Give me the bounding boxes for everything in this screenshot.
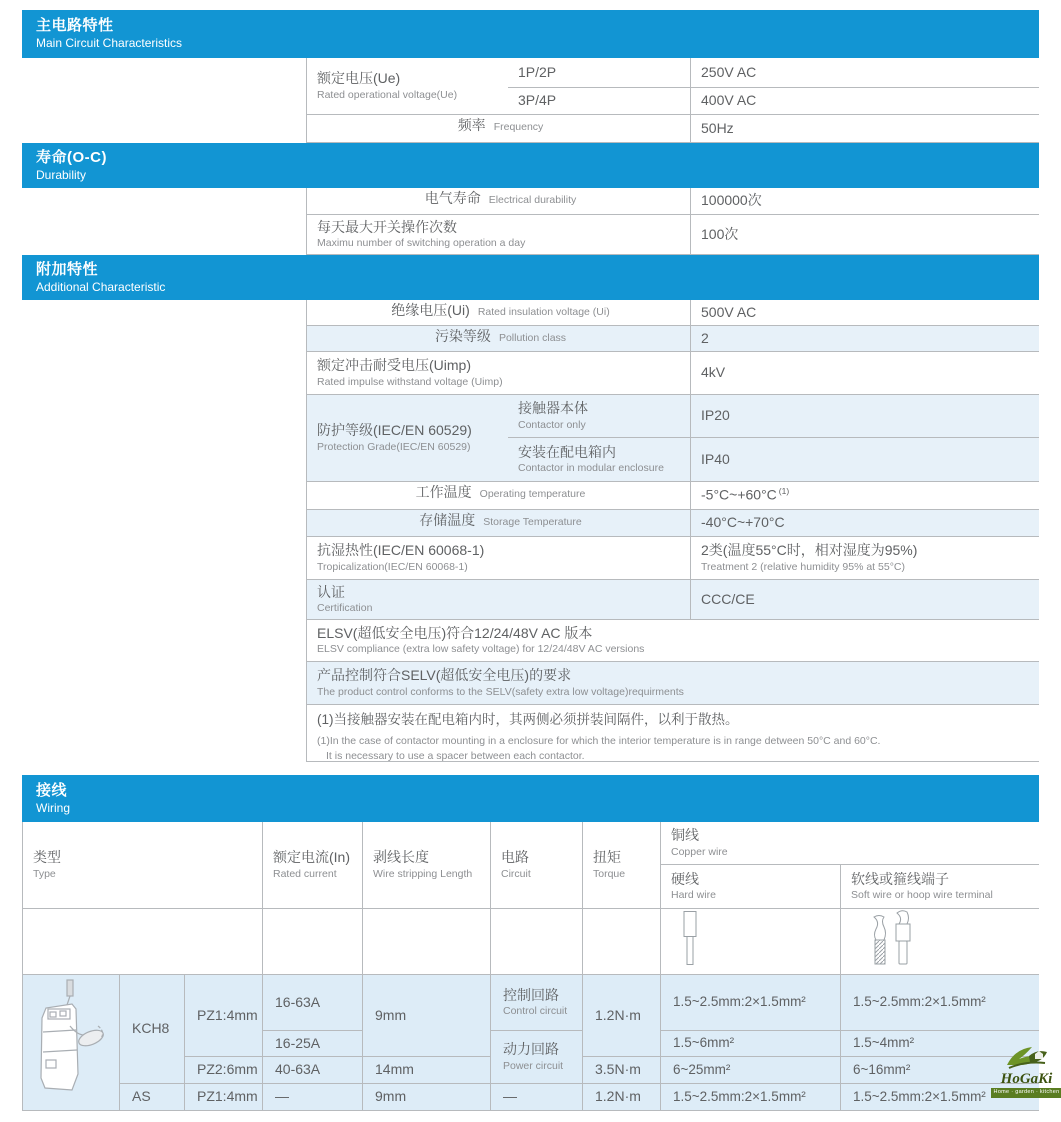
torque-3-cell — [582, 1057, 660, 1084]
pz1-cell — [184, 975, 262, 1057]
current-value: — — [275, 1088, 289, 1105]
torque-12-cell — [582, 975, 660, 1057]
label-en: Rated impulse withstand voltage (Uimp) — [317, 375, 503, 388]
type-as-cell — [119, 1084, 184, 1111]
storage-temp-label — [306, 510, 690, 537]
footnote-row — [306, 705, 1039, 762]
protection-sub-contactor-only — [508, 395, 690, 438]
type-value: KCH8 — [132, 1020, 170, 1037]
electrical-durability-value — [690, 188, 1039, 215]
protection-value-ip20 — [690, 395, 1039, 438]
certification-label — [306, 580, 690, 620]
storage-temp-value — [690, 510, 1039, 537]
voltage-label-en: Rated operational voltage(Ue) — [317, 88, 458, 101]
voltage-value: 250V AC — [701, 63, 757, 80]
footnote-zh: (1)当接触器安装在配电箱内时，其两侧必须拼装间隔件，以利于散热。 — [317, 712, 739, 727]
soft-1-cell — [840, 975, 1039, 1031]
label-zh: 每天最大开关操作次数 — [317, 218, 457, 235]
hdr-en: Copper wire — [671, 845, 728, 858]
voltage-pole-1p2p — [508, 58, 690, 88]
footnote-ref: (1) — [778, 486, 790, 497]
strip-value: 14mm — [375, 1061, 414, 1078]
label-en: Tropicalization(IEC/EN 60068-1) — [317, 560, 468, 573]
pole-label: 1P/2P — [518, 63, 557, 80]
insulation-value — [690, 300, 1039, 326]
hard-wire-icon-cell — [660, 909, 840, 975]
protection-sub-enclosure — [508, 438, 690, 482]
current-as-cell — [262, 1084, 362, 1111]
value-zh: 2类(温度55°C时，相对湿度为95%) — [701, 542, 918, 559]
operating-temp-value — [690, 482, 1039, 510]
current-3-cell — [262, 1057, 362, 1084]
soft-value: 1.5~2.5mm:2×1.5mm² — [853, 994, 986, 1010]
strip-12-cell — [362, 975, 490, 1057]
selv-row — [306, 662, 1039, 705]
section-title-en: Main Circuit Characteristics — [36, 36, 183, 51]
section-header-main-circuit — [22, 10, 1039, 58]
selv-en: The product control conforms to the SELV(safety extra low voltage)requirments — [317, 685, 684, 698]
value: IP20 — [701, 407, 730, 424]
pz2-cell — [184, 1057, 262, 1084]
circuit-control-cell — [490, 975, 582, 1031]
label-en: Certification — [317, 602, 373, 615]
label-en: Maximu number of switching operation a day — [317, 237, 526, 250]
torque-value: 3.5N·m — [595, 1061, 641, 1078]
section-title-zh: 接线 — [36, 781, 68, 799]
wiring-table — [22, 822, 1039, 1111]
label-zh: 抗湿热性(IEC/EN 60068-1) — [317, 542, 485, 559]
voltage-label-zh: 额定电压(Ue) — [317, 70, 401, 87]
col-header-circuit — [490, 822, 582, 909]
soft-value: 1.5~4mm² — [853, 1035, 915, 1051]
section-title-zh: 附加特性 — [36, 260, 99, 278]
pz-value: PZ1:4mm — [197, 1006, 258, 1023]
icon-row-empty — [22, 909, 262, 975]
circuit-en: Control circuit — [503, 1005, 568, 1018]
torque-value: 1.2N·m — [595, 1006, 641, 1023]
section-header-wiring — [22, 775, 1039, 822]
circuit-as-cell — [490, 1084, 582, 1111]
circuit-power-cell — [490, 1031, 582, 1084]
value: CCC/CE — [701, 590, 755, 607]
hdr-zh: 额定电流(In) — [273, 849, 350, 866]
max-switching-label — [306, 215, 690, 255]
label-en: Electrical durability — [488, 194, 577, 206]
label-en: Operating temperature — [479, 488, 586, 500]
label-en: Storage Temperature — [483, 516, 582, 528]
soft-value: 1.5~2.5mm:2×1.5mm² — [853, 1088, 986, 1104]
protection-value-ip40 — [690, 438, 1039, 482]
hdr-zh: 剥线长度 — [373, 849, 429, 866]
hdr-zh: 类型 — [33, 849, 61, 866]
electrical-durability-label — [306, 188, 690, 215]
circuit-en: Power circuit — [503, 1059, 564, 1072]
strip-value: 9mm — [375, 1088, 407, 1105]
certification-value — [690, 580, 1039, 620]
col-header-type — [22, 822, 262, 909]
circuit-zh: 动力回路 — [503, 1041, 559, 1058]
label-en: Rated insulation voltage (Ui) — [477, 306, 610, 318]
elsv-zh: ELSV(超低安全电压)符合12/24/48V AC 版本 — [317, 624, 593, 641]
type-value: AS — [132, 1088, 151, 1105]
frequency-label-en: Frequency — [493, 121, 544, 133]
value: -5°C~+60°C — [701, 487, 777, 504]
label-zh: 存储温度 — [419, 512, 476, 528]
icon-row-empty — [262, 909, 362, 975]
hdr-zh: 电路 — [501, 849, 529, 866]
hdr-zh: 硬线 — [671, 870, 699, 887]
voltage-label-cell — [306, 58, 508, 115]
insulation-label — [306, 300, 690, 326]
circuit-zh: 控制回路 — [503, 986, 559, 1003]
col-header-rated-current — [262, 822, 362, 909]
value-en: Treatment 2 (relative humidity 95% at 55°C) — [701, 560, 905, 573]
value: 500V AC — [701, 303, 757, 320]
current-value: 16-25A — [275, 1034, 321, 1051]
voltage-pole-3p4p — [508, 88, 690, 115]
frequency-value: 50Hz — [701, 119, 734, 136]
hard-value: 1.5~2.5mm:2×1.5mm² — [673, 1088, 806, 1104]
pz-value: PZ1:4mm — [197, 1088, 258, 1105]
hard-value: 1.5~6mm² — [673, 1035, 735, 1051]
hard-as-cell — [660, 1084, 840, 1111]
hdr-en: Hard wire — [671, 889, 716, 902]
section-title-zh: 主电路特性 — [36, 17, 114, 35]
selv-zh: 产品控制符合SELV(超低安全电压)的要求 — [317, 667, 572, 684]
hdr-en: Rated current — [273, 867, 337, 880]
pollution-label — [306, 326, 690, 352]
watermark-logo — [992, 1043, 1061, 1098]
voltage-value: 400V AC — [701, 92, 757, 109]
elsv-en: ELSV compliance (extra low safety voltage) for 12/24/48V AC versions — [317, 643, 645, 656]
label-zh: 绝缘电压(Ui) — [391, 302, 470, 318]
voltage-value-1p2p — [690, 58, 1039, 88]
tropicalization-value — [690, 537, 1039, 580]
circuit-value: — — [503, 1088, 517, 1105]
sub-en: Contactor only — [518, 418, 586, 431]
contactor-illustration — [28, 976, 114, 1109]
frequency-label-cell — [306, 115, 690, 143]
torque-as-cell — [582, 1084, 660, 1111]
sub-zh: 接触器本体 — [518, 400, 588, 417]
icon-row-empty — [490, 909, 582, 975]
label-zh: 污染等级 — [434, 328, 491, 344]
elsv-row — [306, 620, 1039, 662]
operating-temp-label — [306, 482, 690, 510]
current-1-cell — [262, 975, 362, 1031]
frequency-label-zh: 频率 — [457, 117, 486, 133]
section-header-durability — [22, 143, 1039, 188]
hdr-zh: 软线或箍线端子 — [851, 870, 949, 887]
hdr-en: Wire stripping Length — [373, 867, 473, 880]
col-header-copper-wire — [660, 822, 1039, 865]
impulse-label — [306, 352, 690, 395]
additional-table — [22, 300, 1039, 762]
max-switching-value — [690, 215, 1039, 255]
current-value: 40-63A — [275, 1061, 321, 1078]
hard-value: 6~25mm² — [673, 1061, 731, 1077]
section-title-en: Durability — [36, 167, 87, 182]
hard-2-cell — [660, 1031, 840, 1057]
label-en: Protection Grade(IEC/EN 60529) — [317, 440, 471, 453]
col-header-strip-length — [362, 822, 490, 909]
hard-1-cell — [660, 975, 840, 1031]
main-circuit-table — [22, 58, 1039, 143]
soft-wire-icon-cell — [840, 909, 1039, 975]
label-zh: 额定冲击耐受电压(Uimp) — [317, 357, 471, 374]
value: IP40 — [701, 450, 730, 467]
hard-value: 1.5~2.5mm:2×1.5mm² — [673, 994, 806, 1010]
col-header-torque — [582, 822, 660, 909]
col-header-hard-wire — [660, 865, 840, 909]
hdr-en: Type — [33, 867, 56, 880]
soft-wire-icon — [867, 909, 917, 974]
hdr-zh: 扭矩 — [593, 849, 621, 866]
contactor-image-cell — [22, 975, 119, 1111]
hard-3-cell — [660, 1057, 840, 1084]
hard-wire-icon — [681, 910, 699, 973]
footnote-en-line1: (1)In the case of contactor mounting in a enclosure for which the interior temperature is in range detween 50°C and 60°C. — [317, 734, 881, 747]
sub-zh: 安装在配电箱内 — [518, 443, 616, 460]
impulse-value — [690, 352, 1039, 395]
pz1-as-cell — [184, 1084, 262, 1111]
hdr-en: Circuit — [501, 867, 531, 880]
icon-row-empty — [362, 909, 490, 975]
value: 2 — [701, 329, 709, 346]
pollution-value — [690, 326, 1039, 352]
col-header-soft-wire — [840, 865, 1039, 909]
strip-as-cell — [362, 1084, 490, 1111]
label-zh: 认证 — [317, 583, 345, 600]
value: 100次 — [701, 225, 739, 242]
hdr-zh: 铜线 — [671, 827, 699, 844]
label-zh: 工作温度 — [415, 484, 472, 500]
label-en: Pollution class — [498, 332, 567, 344]
soft-value: 6~16mm² — [853, 1061, 911, 1077]
protection-label — [306, 395, 508, 482]
hdr-en: Soft wire or hoop wire terminal — [851, 889, 993, 902]
watermark-tagline: Home · garden · kitchen — [991, 1088, 1061, 1098]
strip-3-cell — [362, 1057, 490, 1084]
value: 100000次 — [701, 192, 762, 209]
strip-value: 9mm — [375, 1006, 407, 1023]
section-title-en: Additional Characteristic — [36, 279, 166, 294]
sub-en: Contactor in modular enclosure — [518, 462, 664, 475]
pz-value: PZ2:6mm — [197, 1061, 258, 1078]
torque-value: 1.2N·m — [595, 1088, 641, 1105]
current-2-cell — [262, 1031, 362, 1057]
hdr-en: Torque — [593, 867, 626, 880]
voltage-value-3p4p — [690, 88, 1039, 115]
value: -40°C~+70°C — [701, 514, 785, 531]
pole-label: 3P/4P — [518, 92, 557, 109]
watermark-brand: HoGaKi — [1000, 1071, 1053, 1087]
section-gap — [22, 762, 1039, 775]
tropicalization-label — [306, 537, 690, 580]
durability-table — [22, 188, 1039, 255]
section-title-zh: 寿命(O-C) — [36, 148, 107, 166]
frequency-value-cell — [690, 115, 1039, 143]
value: 4kV — [701, 364, 726, 381]
section-title-en: Wiring — [36, 800, 71, 815]
footnote-en-line2: It is necessary to use a spacer between each contactor. — [326, 750, 585, 762]
current-value: 16-63A — [275, 993, 321, 1010]
icon-row-empty — [582, 909, 660, 975]
section-header-additional — [22, 255, 1039, 300]
label-zh: 电气寿命 — [424, 190, 481, 206]
label-zh: 防护等级(IEC/EN 60529) — [317, 422, 472, 439]
type-kch8-cell — [119, 975, 184, 1084]
